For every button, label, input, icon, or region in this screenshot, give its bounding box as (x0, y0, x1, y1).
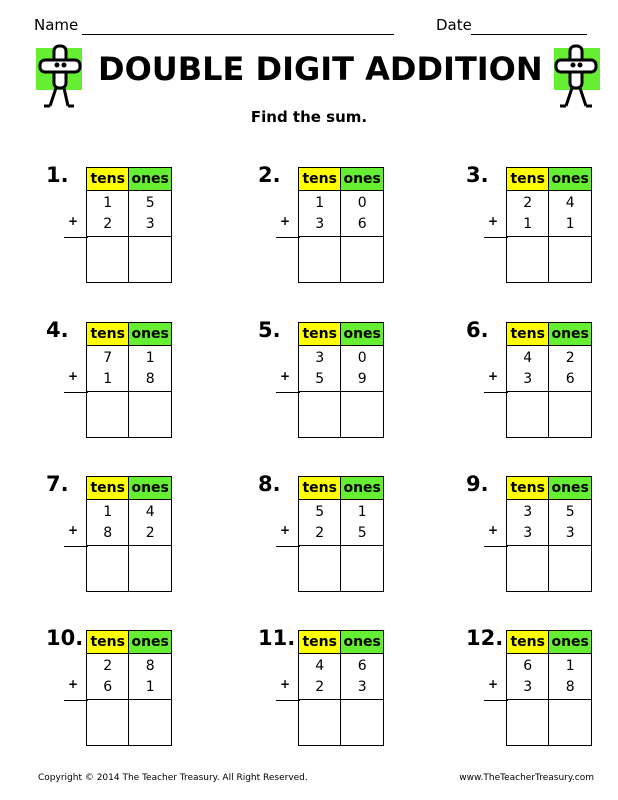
answer-ones-box[interactable] (341, 237, 384, 283)
problem-number: 10. (46, 626, 84, 650)
place-value-chart (506, 476, 592, 592)
website-text: www.TheTeacherTreasury.com (459, 773, 594, 783)
tens-header: tens (507, 168, 549, 191)
plus-sign: + (280, 369, 291, 383)
addend2-tens: 1 (523, 215, 533, 232)
tens-digits (507, 500, 549, 546)
addend2-ones: 2 (145, 524, 155, 541)
ones-header: ones (549, 631, 592, 654)
problem-3 (466, 163, 618, 293)
problem-9 (466, 472, 618, 602)
addend1-ones: 0 (357, 349, 367, 366)
answer-ones-box[interactable] (549, 237, 592, 283)
problem-11 (258, 626, 428, 756)
sum-line (484, 237, 508, 238)
ones-digits (129, 191, 172, 237)
answer-tens-box[interactable] (299, 237, 341, 283)
addend1-tens: 4 (315, 657, 325, 674)
ones-header: ones (129, 631, 172, 654)
sum-line (276, 700, 300, 701)
ones-digits (341, 654, 384, 700)
answer-tens-box[interactable] (507, 237, 549, 283)
tens-digits (299, 500, 341, 546)
ones-digits (549, 500, 592, 546)
copyright-text: Copyright © 2014 The Teacher Treasury. All Right Reserved. (38, 773, 308, 783)
plus-sign: + (488, 523, 499, 537)
addend1-ones: 8 (145, 657, 155, 674)
addend2-tens: 3 (523, 678, 533, 695)
sum-line (484, 546, 508, 547)
tens-header: tens (87, 168, 129, 191)
answer-ones-box[interactable] (341, 546, 384, 592)
answer-ones-box[interactable] (129, 546, 172, 592)
tens-header: tens (299, 168, 341, 191)
addend2-tens: 3 (523, 370, 533, 387)
ones-header: ones (341, 477, 384, 500)
answer-ones-box[interactable] (129, 392, 172, 438)
place-value-chart (86, 476, 172, 592)
addend1-ones: 1 (145, 349, 155, 366)
problem-number: 9. (466, 472, 489, 496)
plus-sign-mascot-icon (34, 42, 90, 110)
addend1-ones: 4 (565, 194, 575, 211)
answer-tens-box[interactable] (87, 546, 129, 592)
problem-number: 8. (258, 472, 281, 496)
addend1-tens: 6 (523, 657, 533, 674)
problem-number: 2. (258, 163, 281, 187)
addend1-tens: 3 (523, 503, 533, 520)
sum-line (276, 392, 300, 393)
answer-tens-box[interactable] (507, 546, 549, 592)
answer-tens-box[interactable] (87, 700, 129, 746)
addend1-tens: 2 (103, 657, 113, 674)
ones-header: ones (341, 168, 384, 191)
problem-number: 5. (258, 318, 281, 342)
answer-tens-box[interactable] (299, 700, 341, 746)
addend2-tens: 8 (103, 524, 113, 541)
addend2-ones: 8 (145, 370, 155, 387)
plus-sign: + (488, 677, 499, 691)
addend2-tens: 6 (103, 678, 113, 695)
ones-header: ones (341, 323, 384, 346)
plus-sign: + (280, 677, 291, 691)
addend2-tens: 2 (315, 678, 325, 695)
addend1-tens: 5 (315, 503, 325, 520)
tens-digits (299, 191, 341, 237)
place-value-chart (298, 476, 384, 592)
name-label: Name (34, 16, 79, 34)
addend2-ones: 6 (565, 370, 575, 387)
answer-ones-box[interactable] (341, 392, 384, 438)
tens-digits (299, 654, 341, 700)
place-value-chart (86, 630, 172, 746)
addend1-ones: 1 (565, 657, 575, 674)
plus-sign: + (68, 677, 79, 691)
answer-tens-box[interactable] (87, 237, 129, 283)
problem-2 (258, 163, 428, 293)
ones-header: ones (129, 323, 172, 346)
addend1-tens: 2 (523, 194, 533, 211)
problem-6 (466, 318, 618, 448)
tens-header: tens (507, 323, 549, 346)
name-field-line[interactable] (82, 34, 394, 35)
tens-digits (299, 346, 341, 392)
ones-header: ones (549, 323, 592, 346)
ones-header: ones (549, 477, 592, 500)
plus-sign: + (280, 523, 291, 537)
addend1-tens: 1 (103, 503, 113, 520)
place-value-chart (298, 630, 384, 746)
addend1-ones: 0 (357, 194, 367, 211)
answer-ones-box[interactable] (129, 700, 172, 746)
ones-digits (549, 654, 592, 700)
addend2-tens: 1 (103, 370, 113, 387)
problem-number: 3. (466, 163, 489, 187)
tens-header: tens (507, 631, 549, 654)
place-value-chart (298, 167, 384, 283)
tens-digits (87, 500, 129, 546)
answer-ones-box[interactable] (129, 237, 172, 283)
ones-digits (341, 500, 384, 546)
ones-digits (341, 191, 384, 237)
addend2-tens: 3 (315, 215, 325, 232)
plus-sign: + (280, 214, 291, 228)
ones-digits (129, 654, 172, 700)
addend2-tens: 3 (523, 524, 533, 541)
addend1-ones: 5 (565, 503, 575, 520)
place-value-chart (506, 167, 592, 283)
problem-number: 1. (46, 163, 69, 187)
addend2-ones: 5 (357, 524, 367, 541)
addend1-ones: 2 (565, 349, 575, 366)
problem-number: 7. (46, 472, 69, 496)
tens-header: tens (299, 631, 341, 654)
plus-sign: + (68, 523, 79, 537)
addend1-tens: 7 (103, 349, 113, 366)
addend2-ones: 3 (565, 524, 575, 541)
addend2-ones: 8 (565, 678, 575, 695)
sum-line (64, 237, 88, 238)
addend1-tens: 3 (315, 349, 325, 366)
place-value-chart (86, 322, 172, 438)
tens-digits (87, 191, 129, 237)
problem-number: 11. (258, 626, 296, 650)
plus-sign: + (68, 214, 79, 228)
sum-line (484, 392, 508, 393)
problem-4 (46, 318, 216, 448)
sum-line (276, 546, 300, 547)
addend1-tens: 1 (103, 194, 113, 211)
sum-line (276, 237, 300, 238)
plus-sign: + (68, 369, 79, 383)
answer-ones-box[interactable] (341, 700, 384, 746)
plus-sign: + (488, 214, 499, 228)
answer-ones-box[interactable] (549, 546, 592, 592)
tens-digits (87, 654, 129, 700)
date-field-line[interactable] (471, 34, 587, 35)
addend1-ones: 6 (357, 657, 367, 674)
problem-10 (46, 626, 216, 756)
addend1-tens: 1 (315, 194, 325, 211)
tens-header: tens (299, 323, 341, 346)
ones-header: ones (129, 477, 172, 500)
problem-8 (258, 472, 428, 602)
addend2-ones: 1 (145, 678, 155, 695)
place-value-chart (506, 630, 592, 746)
addend1-ones: 5 (145, 194, 155, 211)
addend1-ones: 1 (357, 503, 367, 520)
addend2-ones: 3 (357, 678, 367, 695)
ones-digits (129, 346, 172, 392)
answer-tens-box[interactable] (507, 700, 549, 746)
addend2-tens: 2 (103, 215, 113, 232)
tens-digits (507, 346, 549, 392)
answer-ones-box[interactable] (549, 392, 592, 438)
tens-header: tens (87, 631, 129, 654)
instruction-text: Find the sum. (250, 108, 368, 126)
answer-tens-box[interactable] (299, 392, 341, 438)
place-value-chart (298, 322, 384, 438)
problem-7 (46, 472, 216, 602)
answer-tens-box[interactable] (507, 392, 549, 438)
problem-number: 12. (466, 626, 504, 650)
addend1-ones: 4 (145, 503, 155, 520)
problem-number: 6. (466, 318, 489, 342)
ones-digits (129, 500, 172, 546)
answer-tens-box[interactable] (299, 546, 341, 592)
place-value-chart (506, 322, 592, 438)
sum-line (64, 546, 88, 547)
ones-digits (549, 191, 592, 237)
sum-line (64, 700, 88, 701)
plus-sign-mascot-icon (546, 42, 602, 110)
problem-1 (46, 163, 216, 293)
plus-sign: + (488, 369, 499, 383)
ones-header: ones (129, 168, 172, 191)
addend2-tens: 2 (315, 524, 325, 541)
tens-header: tens (299, 477, 341, 500)
tens-header: tens (87, 323, 129, 346)
addend2-ones: 9 (357, 370, 367, 387)
tens-digits (507, 654, 549, 700)
problem-12 (466, 626, 618, 756)
addend2-ones: 1 (565, 215, 575, 232)
sum-line (484, 700, 508, 701)
answer-tens-box[interactable] (87, 392, 129, 438)
sum-line (64, 392, 88, 393)
ones-digits (341, 346, 384, 392)
ones-header: ones (341, 631, 384, 654)
addend2-ones: 3 (145, 215, 155, 232)
tens-digits (87, 346, 129, 392)
tens-header: tens (87, 477, 129, 500)
tens-digits (507, 191, 549, 237)
tens-header: tens (507, 477, 549, 500)
addend1-tens: 4 (523, 349, 533, 366)
worksheet-title: DOUBLE DIGIT ADDITION (98, 50, 543, 88)
addend2-tens: 5 (315, 370, 325, 387)
problem-number: 4. (46, 318, 69, 342)
problem-5 (258, 318, 428, 448)
answer-ones-box[interactable] (549, 700, 592, 746)
date-label: Date (436, 16, 472, 34)
ones-digits (549, 346, 592, 392)
ones-header: ones (549, 168, 592, 191)
place-value-chart (86, 167, 172, 283)
addend2-ones: 6 (357, 215, 367, 232)
